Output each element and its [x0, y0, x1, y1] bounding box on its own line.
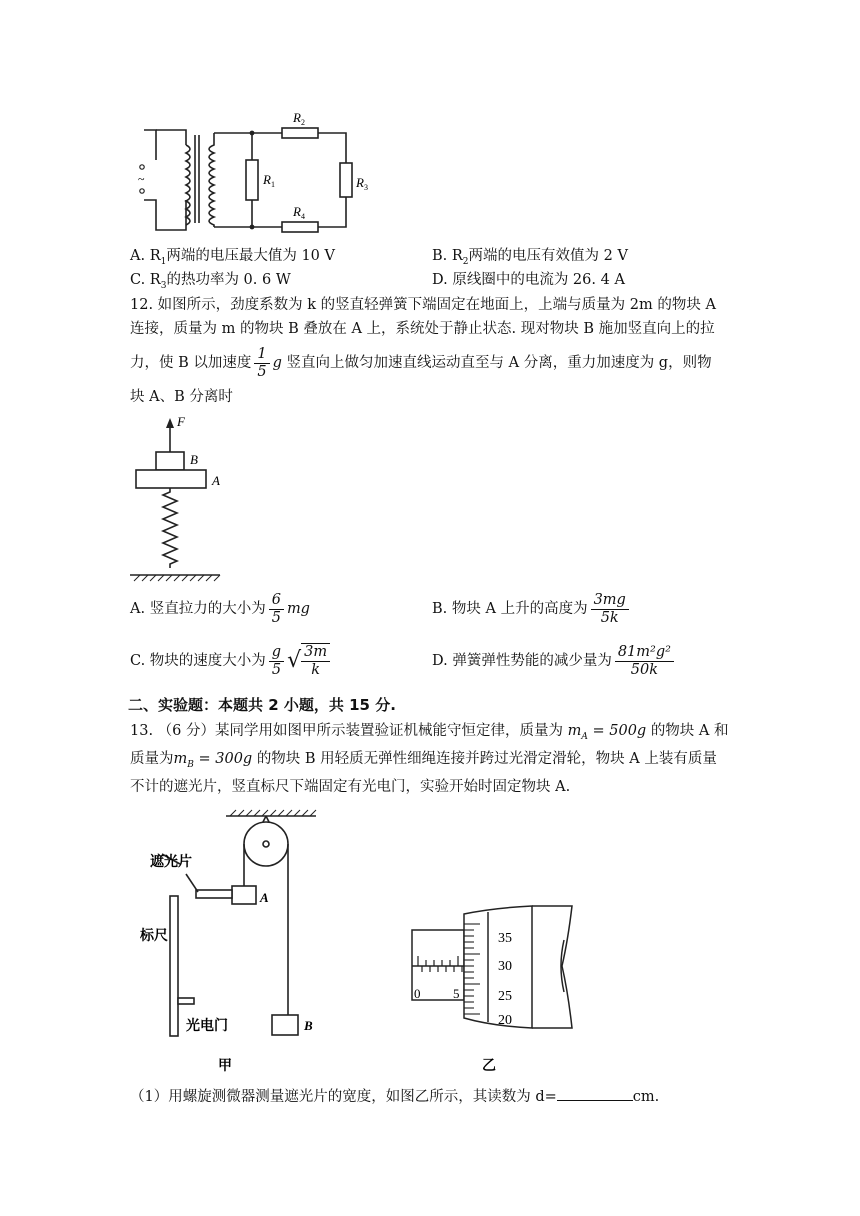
thimble-tick-20: 20	[498, 1013, 512, 1028]
figure-jia-caption: 甲	[218, 1058, 232, 1074]
q12-option-d: D. 弹簧弹性势能的减少量为 $\frac{\text{81m²g²}}{50k}$	[432, 640, 677, 682]
section-2-heading: 二、实验题：本题共 2 小题，共 15 分.	[128, 696, 396, 714]
block-a-label: A	[260, 890, 269, 905]
thimble-tick-30: 30	[498, 959, 512, 974]
ac-symbol: ~	[138, 172, 145, 186]
r3-label: $R_3$	[356, 175, 368, 192]
block-a-label: A	[212, 473, 220, 488]
q11-option-d: D. 原线圈中的电流为 26. 4 A	[432, 272, 625, 288]
answer-blank[interactable]	[557, 1086, 633, 1101]
shade-plate-label: 遮光片	[150, 854, 192, 870]
q13-line1: 13. （6 分）某同学用如图甲所示装置验证机械能守恒定律，质量为 $m_A = 500g$ 的物块 A 和	[130, 723, 729, 742]
q13-line3: 不计的遮光片，竖直标尺下端固定有光电门，实验开始时固定物块 A.	[130, 779, 571, 795]
q12-option-c: C. 物块的速度大小为 $\frac{g}{5}$ √ $\frac{3m}{k}$	[130, 640, 333, 682]
thimble-tick-25: 25	[498, 989, 512, 1004]
spring-block-figure	[128, 412, 238, 582]
q12-line2: 连接，质量为 m 的物块 B 叠放在 A 上，系统处于静止状态. 现对物块 B 施加竖直向上的拉	[130, 321, 715, 337]
force-label: F	[177, 414, 185, 429]
photogate-label: 光电门	[186, 1018, 228, 1034]
sleeve-label-5: 5	[453, 986, 460, 1001]
q11-option-a: A. $R_1$两端的电压最大值为 10 V	[130, 248, 335, 267]
q12-line4: 块 A、B 分离时	[130, 389, 233, 405]
r2-label: $R_2$	[293, 110, 305, 127]
micrometer-figure	[408, 900, 588, 1080]
ruler-label: 标尺	[140, 928, 168, 944]
q13-sub1: （1）用螺旋测微器测量遮光片的宽度，如图乙所示，其读数为 d= cm.	[130, 1086, 659, 1106]
thimble-tick-35: 35	[498, 931, 512, 946]
figure-yi-caption: 乙	[482, 1058, 496, 1074]
block-b-label: B	[304, 1018, 313, 1033]
r1-label: $R_1$	[263, 172, 275, 189]
q11-option-b: B. $R_2$两端的电压有效值为 2 V	[432, 248, 628, 267]
block-b-label: B	[190, 452, 198, 467]
q12-option-b: B. 物块 A 上升的高度为 $\frac{3mg}{5k}$	[432, 590, 632, 628]
q11-option-c: C. $R_3$的热功率为 0. 6 W	[130, 272, 291, 291]
q12-line1: 12. 如图所示，劲度系数为 k 的竖直轻弹簧下端固定在地面上，上端与质量为 2m 的物块 A	[130, 297, 716, 313]
q12-option-a: A. 竖直拉力的大小为 $\frac{6}{5}$ mg	[130, 591, 310, 626]
transformer-circuit-figure	[130, 105, 370, 235]
q12-line3: 力，使 B 以加速度 $\frac{1}{5}$ g 竖直向上做匀加速直线运动直至与 A 分离，重力加速度为 g，则物	[130, 345, 712, 380]
q13-line2: 质量为$m_B = 300g$ 的物块 B 用轻质无弹性细绳连接并跨过光滑定滑轮，物块 A 上装有质量	[130, 751, 717, 770]
r4-label: $R_4$	[293, 204, 305, 221]
pulley-apparatus-figure	[140, 808, 350, 1078]
sleeve-label-0: 0	[414, 986, 421, 1001]
